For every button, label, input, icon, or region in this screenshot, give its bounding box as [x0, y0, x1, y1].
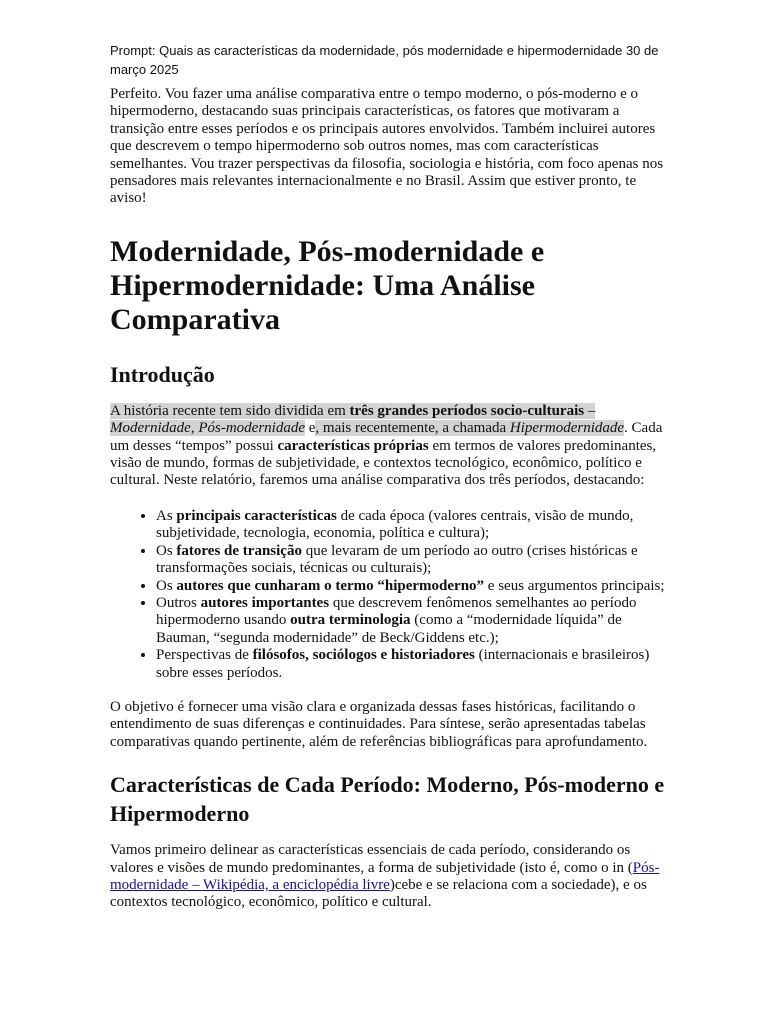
bold-term: três grandes períodos socio-culturais [349, 402, 585, 419]
wikipedia-link[interactable]: Pós-modernidade – Wikipédia, a enciclopédia livre [110, 859, 660, 893]
highlighted-text: , mais recentemente, a chamada Hipermodernidade [315, 420, 625, 437]
list-item: • As principais características de cada época (valores centrais, visão de mundo, subjetividade, tecnologia, economia, política e cultura); [156, 508, 668, 543]
section-heading-introducao: Introdução [110, 361, 215, 387]
list-item: • Outros autores importantes que descrevem fenômenos semelhantes ao período hipermoderno usando outra terminologia (como a “modernidade líquida” de Bauman, “segunda modernidade” de Beck/Giddens etc.); [156, 595, 668, 647]
list-item: • Os autores que cunharam o termo “hipermoderno” e seus argumentos principais; [156, 578, 668, 595]
list-item: • Perspectivas de filósofos, sociólogos e historiadores (internacionais e brasileiros) sobre esses períodos. [156, 647, 668, 682]
list-item: • Os fatores de transição que levaram de um período ao outro (crises históricas e transformações sociais, técnicas ou culturais); [156, 543, 668, 578]
section-heading-caracteristicas: Características de Cada Período: Moderno, Pós-moderno e Hipermoderno [110, 772, 665, 827]
reply-paragraph: Perfeito. Vou fazer uma análise comparativa entre o tempo moderno, o pós-moderno e o hipermoderno, destacando suas principais características, os fatores que motivaram a transição entre esses períodos e os principais autores envolvidos. Também incluirei autores que descrevem o tempo hipermoderno sob outros nomes, mas com características semelhantes. Vou trazer perspectivas da filosofia, sociologia e história, com foco apenas nos pensadores mais relevantes internacionalmente e no Brasil. Assim que estiver pronto, te aviso! [110, 86, 664, 207]
italic-term: Pós-modernidade [198, 420, 305, 437]
introducao-bullet-list [110, 508, 668, 682]
italic-term: Modernidade [110, 420, 191, 437]
prompt-line: Prompt: Quais as características da modernidade, pós modernidade e hipermodernidade 30 de março 2025 [110, 43, 659, 77]
introducao-paragraph-1: A história recente tem sido dividida em três grandes períodos socio-culturais – Modernidade, Pós-modernidade e, mais recentemente, a chamada Hipermodernidade. Cada um desses “tempos” possui características próprias em termos de valores predominantes, visão de mundo, formas de subjetividade, e contextos tecnológico, econômico, político e cultural. Neste relatório, faremos uma análise comparativa dos três períodos, destacando: [110, 402, 663, 489]
document-title: Modernidade, Pós-modernidade e Hipermodernidade: Uma Análise Comparativa [110, 234, 545, 336]
italic-term: Hipermodernidade [509, 420, 625, 437]
bold-term: características próprias [277, 437, 429, 454]
caracteristicas-paragraph-1: Vamos primeiro delinear as características essenciais de cada período, considerando os valores e visões de mundo predominantes, a forma de subjetividade (isto é, como o in (Pós-modernidade – Wikipédia, a enciclopédia livre)cebe e se relaciona com a sociedade), e os contextos tecnológico, econômico, político e cultural. [110, 842, 660, 911]
highlighted-text: A história recente tem sido dividida em três grandes períodos socio-culturais – Modernidade, Pós-modernidade [110, 402, 596, 437]
introducao-paragraph-2: O objetivo é fornecer uma visão clara e organizada dessas fases históricas, facilitando o entendimento de suas diferenças e continuidades. Para síntese, serão apresentadas tabelas comparativas quando pertinente, além de referências bibliográficas para aprofundamento. [110, 698, 648, 750]
